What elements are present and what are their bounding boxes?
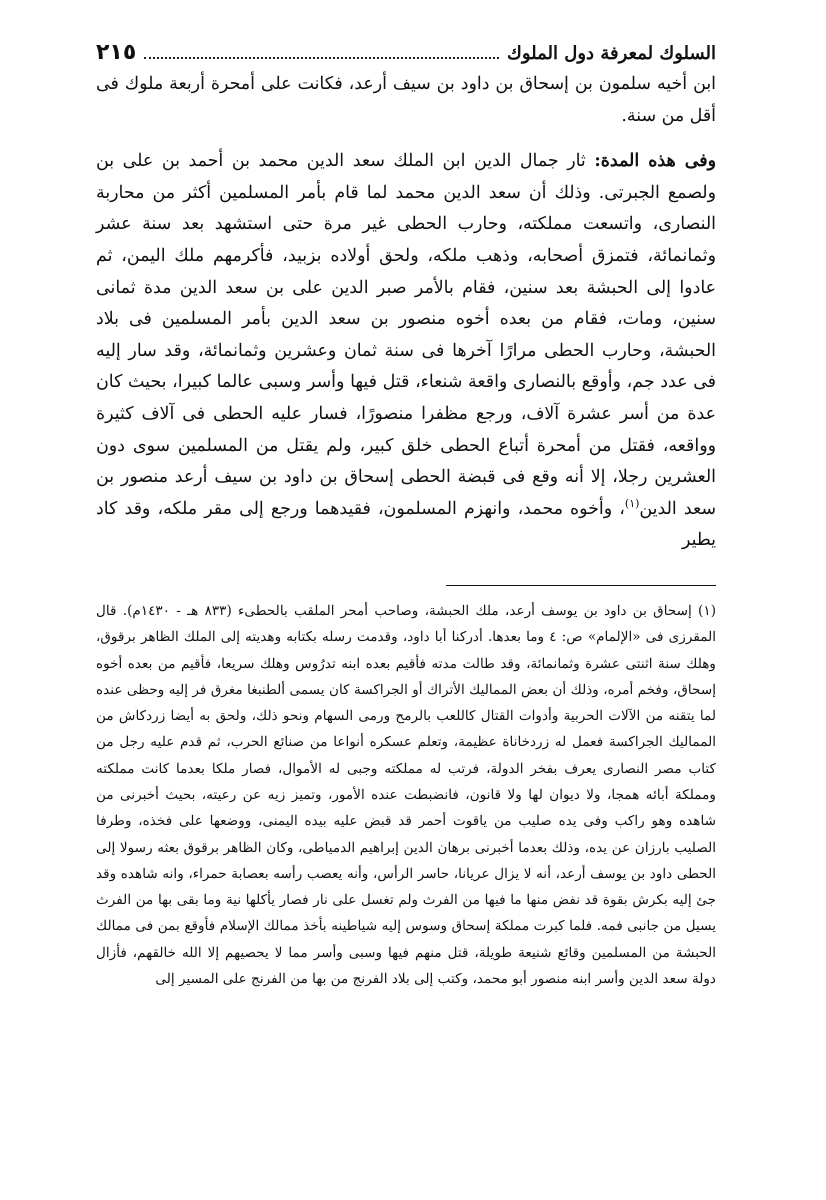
paragraph-lead: وفى هذه المدة: (594, 151, 717, 172)
running-header (96, 38, 716, 69)
footnote-reference[interactable]: (١) (624, 496, 640, 510)
leader-dots (144, 57, 499, 59)
footnote-1: (١) إسحاق بن داود بن يوسف أرعد، ملك الحبشة، وصاحب أمحر الملقب بالحطىء (٨٣٣ هـ - ١٤٣٠م). قال المقرزى فى «الإلمام» ص: ٤ وما بعدها. أدركنا أبا داود، وقدمت رسله بكتابه وهديته إلى الملك الظاهر برقوق، وهلك سنة اثنتى عشرة وثمانمائة، وقد طالت مدته فأقيم بعده ابنه تدرُوس وهلك سريعا، فأقيم من بعده أخوه إسحاق، وفخم أمره، وذلك أن بعض المماليك الأتراك أو الجراكسة كان يسمى ألطنبغا مغرق فر إليه وحظى عنده لما يتقنه من الآلات الحربية وأدوات القتال كاللعب بالرمح ورمى السهام ونحو ذلك، ولحق به أيضا زردكاش من المماليك الجراكسة فعمل له زردخاناة عظيمة، وتعلم عسكره أنواعا من صنائع الحرب، ثم قدم عليه رجل من كتاب مصر النصارى يعرف بفخر الدولة، فرتب له مملكته وجبى له الأموال، فصار ملكا بعدما كانت مملكته ومملكة أبائه همجا، ولا ديوان لها ولا قانون، فانضبطت عنده الأمور، وتميز زيه عن رعيته، بحيث أخبرنى من شاهده وهو راكب وفى يده صليب من ياقوت أحمر قد قبض عليه بيده اليمنى، ووضعها على فخذه، وطرفا الصليب بارزان عن يده، وذلك بعدما أخبرنى برهان الدين إبراهيم الدمياطى، وكان الظاهر برقوق بعثه رسولا إلى الحطى داود بن يوسف أرعد، أنه لا يزال عريانا، حاسر الرأس، وأنه يعصب رأسه بعصابة حمراء، وانه شاهده وقد جئ إليه بكرش بقوة قد نفض منها ما فيها من الفرث ولم تغسل على نار فصار يأكلها نية وما بقى بها من الفرث يسيل من جانبى فمه. فلما كبرت مملكة إسحاق وسوس إليه شياطينه بأخذ ممالك الإسلام فأوقع بمن فى ممالك الحبشة من المسلمين وقائع شنيعة طويلة، قتل منهم فيها وسبى وأسر مما لا يحصيهم إلا الله خالقهم، فأزال دولة سعد الدين وأسر ابنه منصور أبو محمد، وكتب إلى بلاد الفرنج من بها من الفرنج على المسير إلى (96, 602, 716, 988)
paragraph-text-continued: ، وأخوه محمد، وانهزم المسلمون، فقيدهما ورجع إلى مقر ملكه، وقد كاد يطير (96, 498, 716, 551)
running-title: السلوك لمعرفة دول الملوك (507, 43, 716, 64)
document-page (96, 38, 716, 1178)
footnote-divider (446, 585, 716, 586)
body-paragraph-1: ابن أخيه سلمون بن إسحاق بن داود بن سيف أرعد، فكانت على أمحرة أربعة ملوك فى أقل من سنة. (96, 74, 716, 126)
paragraph-text: ثار جمال الدين ابن الملك سعد الدين محمد بن أحمد بن على بن ولصمع الجبرتى. وذلك أن سعد الدين محمد لما قام بأمر المسلمين أكثر من محاربة النصارى، واتسعت مملكته، وحارب الحطى غير مرة حتى استشهد بعد سنة عشر وثمانمائة، فتمزق أصحابه، وذهب ملكه، ولحق أولاده بزبيد، فأكرمهم ملك اليمن، ثم عادوا إلى الحبشة بعد سنين، فقام بالأمر صبر الدين على بن سعد الدين مدة ثمانى سنين، ومات، فقام من بعده أخوه منصور بن سعد الدين بأمر المسلمين فى بلاد الحبشة، وحارب الحطى مرارًا آخرها فى سنة ثمان وعشرين وثمانمائة، وقد سار إليه فى عدد جم، وأوقع بالنصارى واقعة شنعاء، قتل فيها وأسر وسبى عالما كبيرا، بحيث كان عدة من أسر عشرة آلاف، ورجع مظفرا منصورًا، فسار عليه الحطى فى آلاف كثيرة وواقعه، فقتل من أمحرة أتباع الحطى خلق كبير، ولم يقتل من المسلمين سوى دون العشرين رجلا، إلا أنه وقع فى قبضة الحطى إسحاق بن داود بن سيف أرعد منصور بن سعد الدين (96, 151, 716, 519)
body-paragraph-2 (96, 146, 716, 557)
page-number: ٢١٥ (96, 40, 137, 65)
